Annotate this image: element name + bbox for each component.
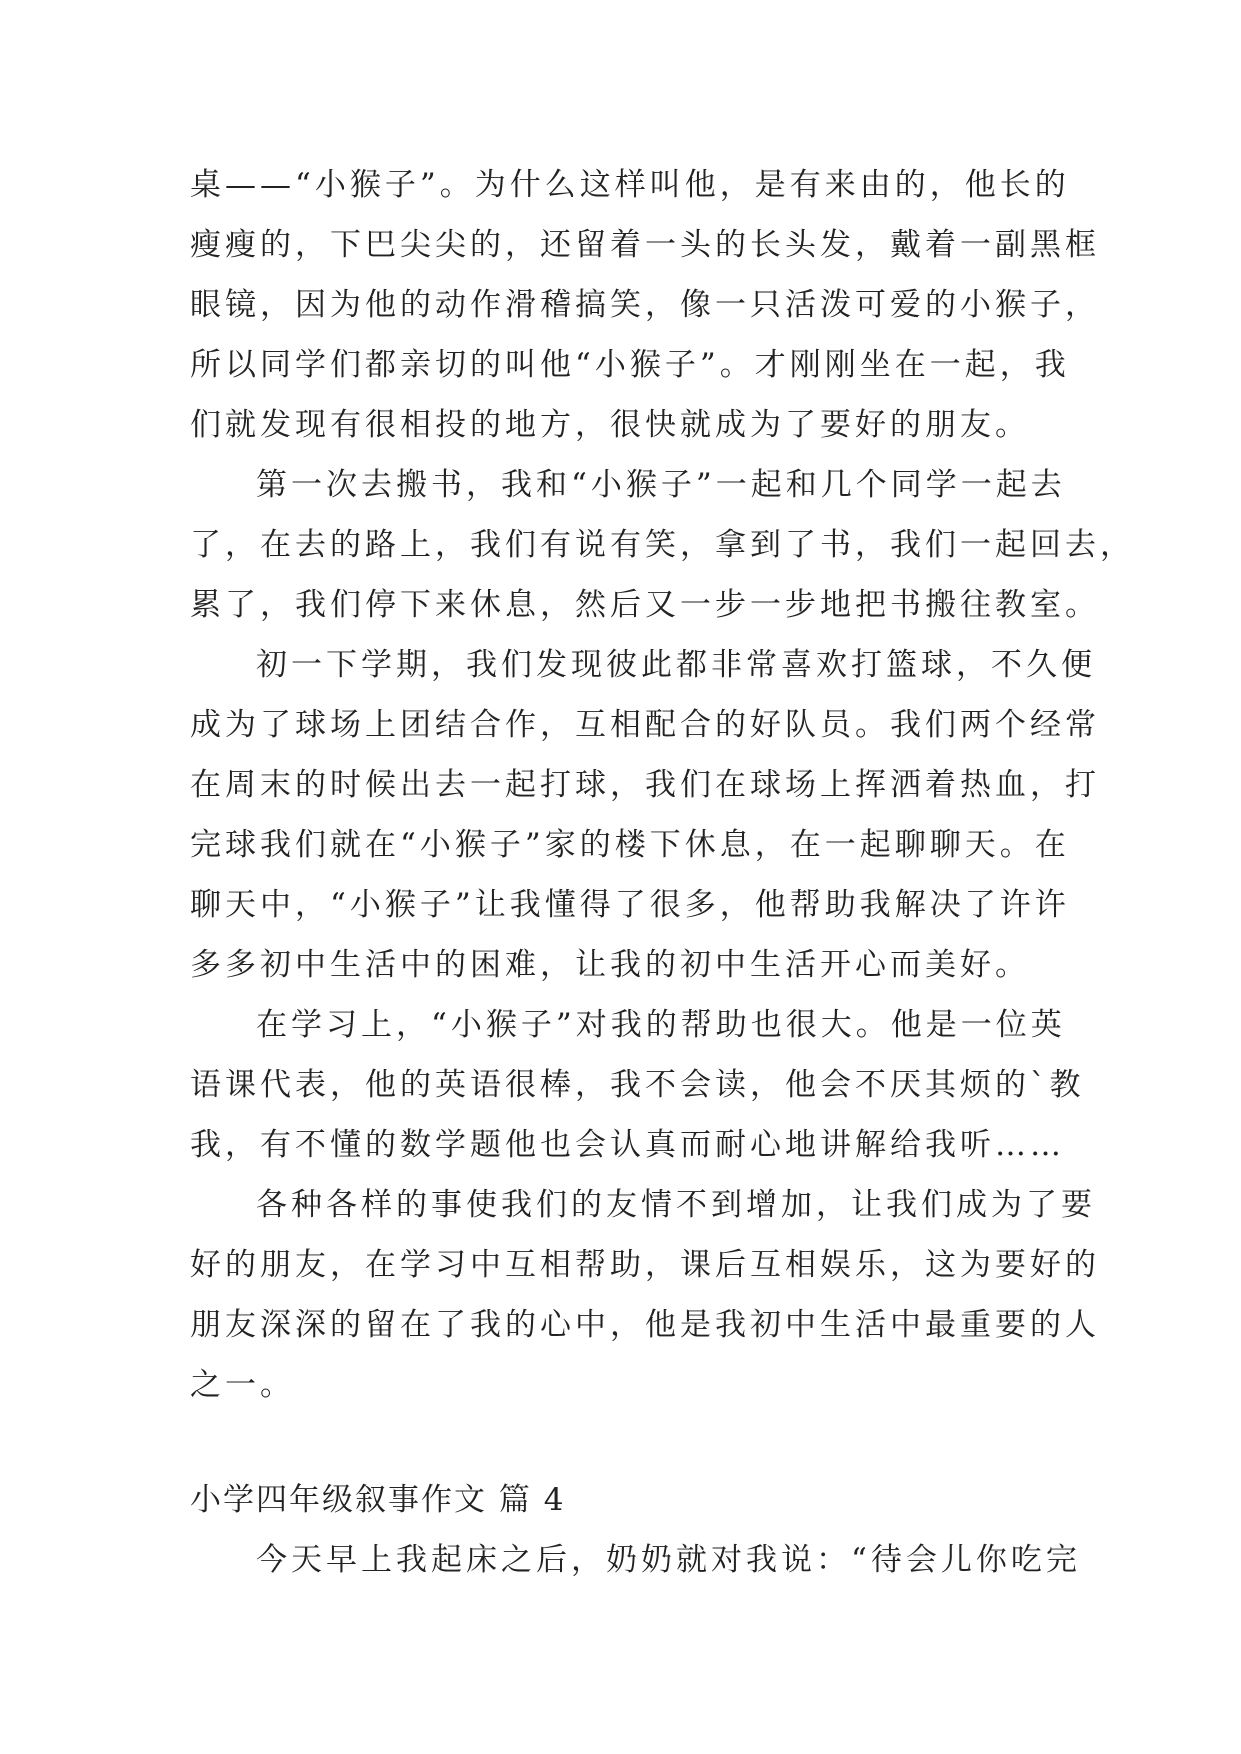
text-line: 在周末的时候出去一起打球，我们在球场上挥洒着热血，打 (190, 767, 1100, 803)
text-line: 朋友深深的留在了我的心中，他是我初中生活中最重要的人 (190, 1307, 1100, 1343)
paragraph (190, 1530, 1081, 1590)
document-body (190, 155, 1135, 1590)
text-line: 好的朋友，在学习中互相帮助，课后互相娱乐，这为要好的 (190, 1247, 1100, 1283)
text-line: 各种各样的事使我们的友情不到增加，让我们成为了要 (256, 1187, 1096, 1223)
text-line: 我，有不懂的数学题他也会认真而耐心地讲解给我听…… (190, 1127, 1065, 1163)
paragraph (190, 155, 1100, 455)
text-line: 语课代表，他的英语很棒，我不会读，他会不厌其烦的`教 (190, 1067, 1085, 1103)
section-spacer (190, 1415, 1060, 1470)
text-line: 了，在去的路上，我们有说有笑，拿到了书，我们一起回去， (190, 527, 1135, 563)
text-line: 聊天中，“小猴子”让我懂得了很多，他帮助我解决了许许 (190, 887, 1070, 923)
paragraph (190, 995, 1085, 1175)
paragraph (190, 455, 1135, 635)
text-line: 第一次去搬书，我和“小猴子”一起和几个同学一起去 (256, 467, 1066, 503)
paragraph (190, 635, 1100, 995)
text-line: 眼镜，因为他的动作滑稽搞笑，像一只活泼可爱的小猴子， (190, 287, 1100, 323)
text-line: 成为了球场上团结合作，互相配合的好队员。我们两个经常 (190, 707, 1100, 743)
text-line: 完球我们就在“小猴子”家的楼下休息，在一起聊聊天。在 (190, 827, 1070, 863)
text-line: 桌——“小猴子”。为什么这样叫他，是有来由的，他长的 (190, 167, 1070, 203)
text-line: 累了，我们停下来休息，然后又一步一步地把书搬往教室。 (190, 587, 1100, 623)
text-line: 多多初中生活中的困难，让我的初中生活开心而美好。 (190, 947, 1030, 983)
text-line: 所以同学们都亲切的叫他“小猴子”。才刚刚坐在一起，我 (190, 347, 1070, 383)
section-heading: 小学四年级叙事作文 篇 4 (190, 1482, 566, 1518)
text-line: 瘦瘦的，下巴尖尖的，还留着一头的长头发，戴着一副黑框 (190, 227, 1100, 263)
text-line: 在学习上，“小猴子”对我的帮助也很大。他是一位英 (256, 1007, 1066, 1043)
text-line: 初一下学期，我们发现彼此都非常喜欢打篮球，不久便 (256, 647, 1096, 683)
text-line: 今天早上我起床之后，奶奶就对我说：“待会儿你吃完 (256, 1542, 1081, 1578)
text-line: 之一。 (190, 1367, 295, 1403)
paragraph (190, 1175, 1100, 1415)
text-line: 们就发现有很相投的地方，很快就成为了要好的朋友。 (190, 407, 1030, 443)
